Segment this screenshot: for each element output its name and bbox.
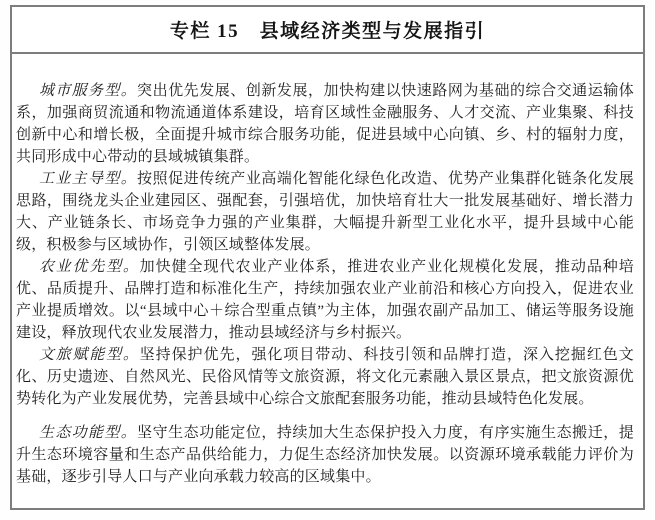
panel-body bbox=[16, 80, 634, 488]
paragraph-city-service bbox=[16, 80, 634, 168]
paragraph-text: 坚守生态功能定位，持续加大生态保护投入力度，有序实施生态搬迁，提升生态环境容量和生态产品供给能力，力促生态经济加快发展。以资源环境承载能力评价为基础，逐步引导人口与产业向承载力较高的区域集中。 bbox=[16, 425, 634, 485]
panel-title: 专栏 15 县域经济类型与发展指引 bbox=[12, 7, 643, 54]
paragraph-lead: 城市服务型。 bbox=[39, 83, 138, 99]
paragraph-lead: 工业主导型。 bbox=[39, 171, 138, 187]
paragraph-culture-tourism bbox=[16, 344, 634, 410]
paragraph-text: 加快健全现代农业产业体系，推进农业产业化规模化发展，推动品种培优、品质提升、品牌打造和标准化生产，持续加强农业产业前沿和核心方向投入，促进农业产业提质增效。以“县域中心＋综合型重点镇”为主体，加强农副产品加工、储运等服务设施建设，释放现代农业发展潜力，推动县域经济与乡村振兴。 bbox=[16, 259, 634, 341]
paragraph-lead: 生态功能型。 bbox=[39, 425, 138, 441]
column-15-panel bbox=[10, 5, 645, 510]
paragraph-eco-function bbox=[16, 422, 634, 488]
paragraph-industry-led bbox=[16, 168, 634, 256]
paragraph-text: 按照促进传统产业高端化智能化绿色化改造、优势产业集群化链条化发展思路，围绕龙头企业建园区、强配套，引强培优，加快培育壮大一批发展基础好、增长潜力大、产业链条长、市场竞争力强的产业集群，大幅提升新型工业化水平，提升县域中心能级，积极参与区域协作，引领区域整体发展。 bbox=[16, 171, 634, 253]
paragraph-lead: 文旅赋能型。 bbox=[39, 347, 140, 363]
paragraph-agriculture-first bbox=[16, 256, 634, 344]
paragraph-text: 突出优先发展、创新发展，加快构建以快速路网为基础的综合交通运输体系，加强商贸流通和物流通道体系建设，培育区域性金融服务、人才交流、产业集聚、科技创新中心和增长极，全面提升城市综合服务功能，促进县域中心向镇、乡、村的辐射力度，共同形成中心带动的县域城镇集群。 bbox=[16, 83, 634, 165]
paragraph-text: 坚持保护优先，强化项目带动、科技引领和品牌打造，深入挖掘红色文化、历史遗迹、自然风光、民俗风情等文旅资源，将文化元素融入景区景点，把文旅资源优势转化为产业发展优势，完善县域中心综合文旅配套服务功能，推动县域特色化发展。 bbox=[16, 347, 634, 407]
paragraph-lead: 农业优先型。 bbox=[39, 259, 140, 275]
